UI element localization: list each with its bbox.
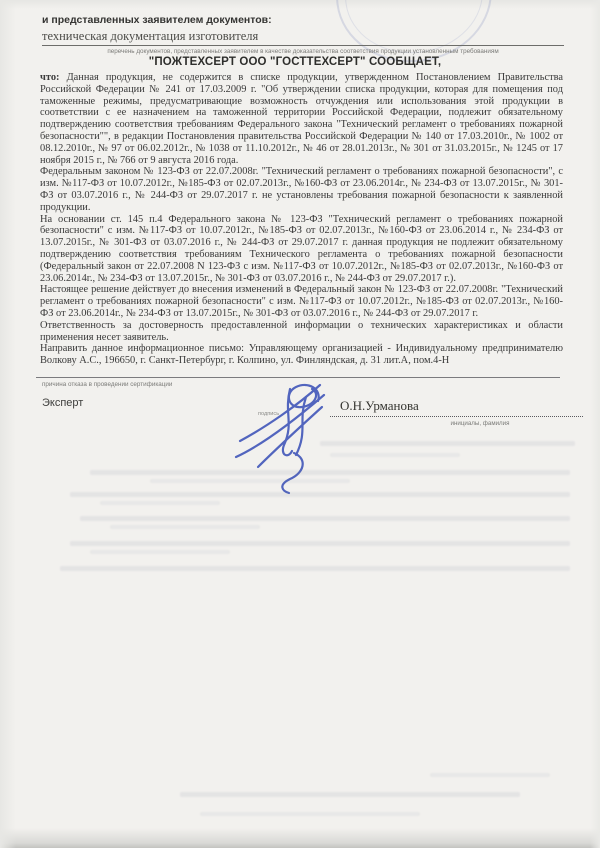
paragraph-product-list: что: Данная продукция, не содержится в списке продукции, утвержденном Постановлением Правительства Российской Федерации № 241 от 17.03.2009 г. "Об утверждении списка продукции, которая для помещения под таможенные режимы, предусматривающие возможность отчуждения или использования этой продукции в соответствии с ее назначением на таможенной территории Российской Федерации, подлежит обязательному подтверждению соответствия требованиям Федерального закона "Технический регламент о требованиях пожарной безопасности"", в редакции Постановления правительства Российской Федерации № 140 от 17.03.2010г., № 1002 от 08.12.2010г., № 97 от 06.02.2012г., № 1038 от 11.10.2012г., № 46 от 28.01.2013г., № 301 от 31.03.2015г., № 1245 от 17 ноября 2015 г., № 766 от 9 августа 2016 года. [40, 72, 563, 166]
bleedthrough-line [150, 479, 350, 483]
signature-ink [232, 379, 352, 495]
document-title: "ПОЖТЕХСЕРТ ООО "ГОСТТЕХСЕРТ" СООБЩАЕТ, [148, 56, 442, 68]
bleedthrough-line [70, 492, 570, 497]
bleedthrough-line [430, 773, 550, 777]
bleedthrough-line [180, 792, 520, 797]
footer-divider [36, 377, 560, 378]
header-divider [42, 45, 564, 46]
paragraph-article-145: На основании ст. 145 п.4 Федерального закона № 123-ФЗ "Технический регламент о требованиях пожарной безопасности" с изм. №117-ФЗ от 10.07.2012г., №185-ФЗ от 02.07.2013г., №160-ФЗ от 23.06.2014 г., № 234-ФЗ от 13.07.2015г., № 301-ФЗ от 03.07.2016 г., № 244-ФЗ от 29.07.2017 г. данная продукция не подлежит обязательному подтверждению соответствия требованиям Технического регламента о требованиях пожарной безопасности (Федеральный закон от 22.07.2008 N 123-ФЗ с изм. №117-ФЗ от 10.07.2012г., №185-ФЗ от 02.07.2013г., №160-ФЗ от 23.06.2014г., № 234-ФЗ от 13.07.2015г., № 301-ФЗ от 03.07.2016 г., № 244-ФЗ от 29.07.2017 г.). [40, 213, 563, 284]
bleedthrough-line [330, 453, 460, 457]
refusal-reason-caption: причина отказа в проведении сертификации [42, 381, 173, 388]
letter-body [40, 72, 563, 367]
bleedthrough-line [100, 501, 220, 505]
paragraph-responsibility: Ответственность за достоверность предоставленной информации о технических характеристиках и области применения несет заявитель. [40, 319, 563, 343]
bleedthrough-line [80, 516, 570, 521]
bleedthrough-line [320, 441, 575, 446]
bleedthrough-line [110, 525, 260, 529]
bleedthrough-line [70, 541, 570, 546]
bleedthrough-line [90, 550, 230, 554]
paragraph-lead: что: [40, 72, 60, 83]
expert-name: О.Н.Урманова [340, 398, 419, 413]
paragraph-federal-law: Федеральным законом № 123-ФЗ от 22.07.2008г. "Технический регламент о требованиях пожарной безопасности", с изм. №117-ФЗ от 10.07.2012г., №185-ФЗ от 02.07.2013г., №160-ФЗ от 23.06.2014г., № 234-ФЗ от 13.07.2015г., № 301-ФЗ от 03.07.2016 г., № 244-ФЗ от 29.07.2017 г. не установлены требования пожарной безопасности к заявленной продукции. [40, 166, 563, 213]
bleedthrough-line [60, 566, 570, 571]
paragraph-decision-validity: Настоящее решение действует до внесения изменений в Федеральный закон № 123-ФЗ от 22.07.2008г. "Технический регламент о требованиях пожарной безопасности" с изм. №117-ФЗ от 10.07.2012г., №185-ФЗ от 02.07.2013г., №160-ФЗ от 23.06.2014г., № 234-ФЗ от 13.07.2015г., № 301-ФЗ от 03.07.2016 г., № 244-ФЗ от 29.07.2017 г. [40, 284, 563, 319]
documents-list-caption: перечень документов, представленных заявителем в качестве доказательства соответствия продукции установленным требованиям [107, 48, 499, 55]
initials-surname-caption: инициалы, фамилия [450, 420, 510, 427]
paragraph-recipient-address: Направить данное информационное письмо: Управляющему организацией - Индивидуальному предпринимателю Волкову А.С., 196650, г. Санкт-Петербург, г. Колпино, ул. Финляндская, д. 31 лит.А, пом.4-Н [40, 343, 563, 367]
bleedthrough-line [90, 470, 570, 475]
bleedthrough-line [200, 812, 420, 816]
header-applicant-documents-line: и представленных заявителем документов: [42, 14, 272, 26]
signature-caption: подпись [258, 411, 280, 417]
signature-dotted-line [330, 406, 583, 417]
expert-label: Эксперт [42, 397, 84, 409]
header-technical-documentation-line: техническая документация изготовителя [42, 29, 259, 43]
